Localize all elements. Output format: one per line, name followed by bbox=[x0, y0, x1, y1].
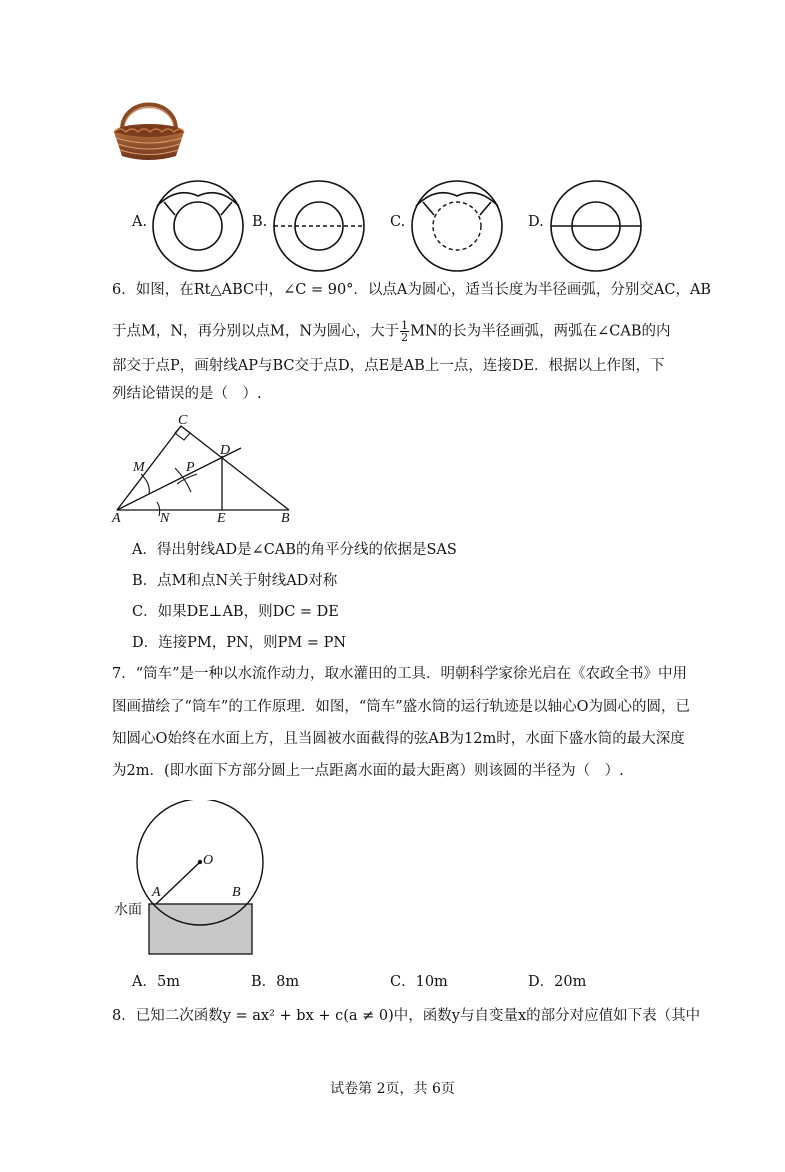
q6-option-b[interactable]: B．点M和点N关于射线AD对称 bbox=[132, 573, 338, 589]
q7-stem-line-2: 图画描绘了“筒车”的工作原理．如图，“筒车”盛水筒的运行轨迹是以轴心O为圆心的圆，已 bbox=[112, 699, 691, 715]
q7-option-b[interactable]: B．8m bbox=[251, 974, 300, 990]
q6-stem-line-1: 6．如图，在Rt△ABC中，∠C = 90°．以点A为圆心，适当长度为半径画弧，分别交AC，AB bbox=[112, 282, 712, 298]
q6-label-d: D bbox=[220, 443, 231, 458]
q6-stem-line-4: 列结论错误的是（ ）. bbox=[112, 386, 262, 402]
q7-option-c[interactable]: C．10m bbox=[390, 974, 448, 990]
q7-option-d[interactable]: D．20m bbox=[528, 974, 587, 990]
q6-stem-line-3: 部交于点P，画射线AP与BC交于点D，点E是AB上一点，连接DE．根据以上作图，下 bbox=[112, 358, 665, 374]
q7-option-a[interactable]: A．5m bbox=[132, 974, 180, 990]
fraction-denominator: 2 bbox=[401, 331, 409, 344]
q7-stem-line-1: 7．“筒车”是一种以水流作动力，取水灌田的工具．明朝科学家徐光启在《农政全书》中用 bbox=[112, 666, 688, 682]
q7-stem-line-4: 为2m．(即水面下方部分圆上一点距离水面的最大距离）则该圆的半径为（ ）. bbox=[112, 763, 624, 779]
q6-label-m: M bbox=[133, 460, 145, 475]
q7-label-a: A bbox=[152, 885, 161, 900]
page-footer: 试卷第 2页，共 6页 bbox=[330, 1081, 455, 1097]
q7-waterwheel-figure bbox=[130, 800, 280, 960]
q6-label-n: N bbox=[160, 511, 170, 526]
q6-stem-line-2b: MN的长为半径画弧，两弧在∠CAB的内 bbox=[410, 323, 671, 340]
q5-option-c-label[interactable]: C. bbox=[390, 214, 406, 230]
q7-label-b: B bbox=[232, 885, 241, 900]
q7-label-o: O bbox=[203, 853, 214, 868]
q5-option-b-figure[interactable] bbox=[271, 178, 367, 274]
q6-option-c[interactable]: C．如果DE⊥AB，则DC = DE bbox=[132, 604, 339, 620]
q6-option-d[interactable]: D．连接PM，PN，则PM = PN bbox=[132, 635, 347, 651]
q6-label-e: E bbox=[217, 511, 226, 526]
fraction-numerator: 1 bbox=[401, 319, 409, 332]
q8-stem-line-1: 8．已知二次函数y = ax² + bx + c(a ≠ 0)中，函数y与自变量x的部分对应值如下表（其中 bbox=[112, 1008, 701, 1024]
q6-stem-line-2 bbox=[112, 320, 670, 343]
q6-option-a[interactable]: A．得出射线AD是∠CAB的角平分线的依据是SAS bbox=[132, 542, 457, 558]
q6-stem-line-2a: 于点M，N，再分别以点M，N为圆心，大于 bbox=[112, 323, 400, 340]
q7-stem-line-3: 知圆心O始终在水面上方，且当圆被水面截得的弦AB为12m时，水面下盛水筒的最大深度 bbox=[112, 731, 685, 747]
one-half-fraction bbox=[400, 320, 409, 343]
q6-label-p: P bbox=[186, 460, 195, 475]
q5-option-d-figure[interactable] bbox=[548, 178, 644, 274]
q6-label-b: B bbox=[281, 511, 290, 526]
basket-image bbox=[106, 92, 192, 164]
q6-label-c: C bbox=[178, 413, 188, 428]
q7-water-surface-label: 水面 bbox=[114, 902, 142, 918]
q6-label-a: A bbox=[112, 511, 121, 526]
q5-option-a-figure[interactable] bbox=[150, 178, 246, 274]
q5-option-b-label[interactable]: B. bbox=[252, 214, 268, 230]
q5-option-a-label[interactable]: A. bbox=[132, 214, 148, 230]
q5-option-c-figure[interactable] bbox=[409, 178, 505, 274]
q5-option-d-label[interactable]: D. bbox=[528, 214, 544, 230]
